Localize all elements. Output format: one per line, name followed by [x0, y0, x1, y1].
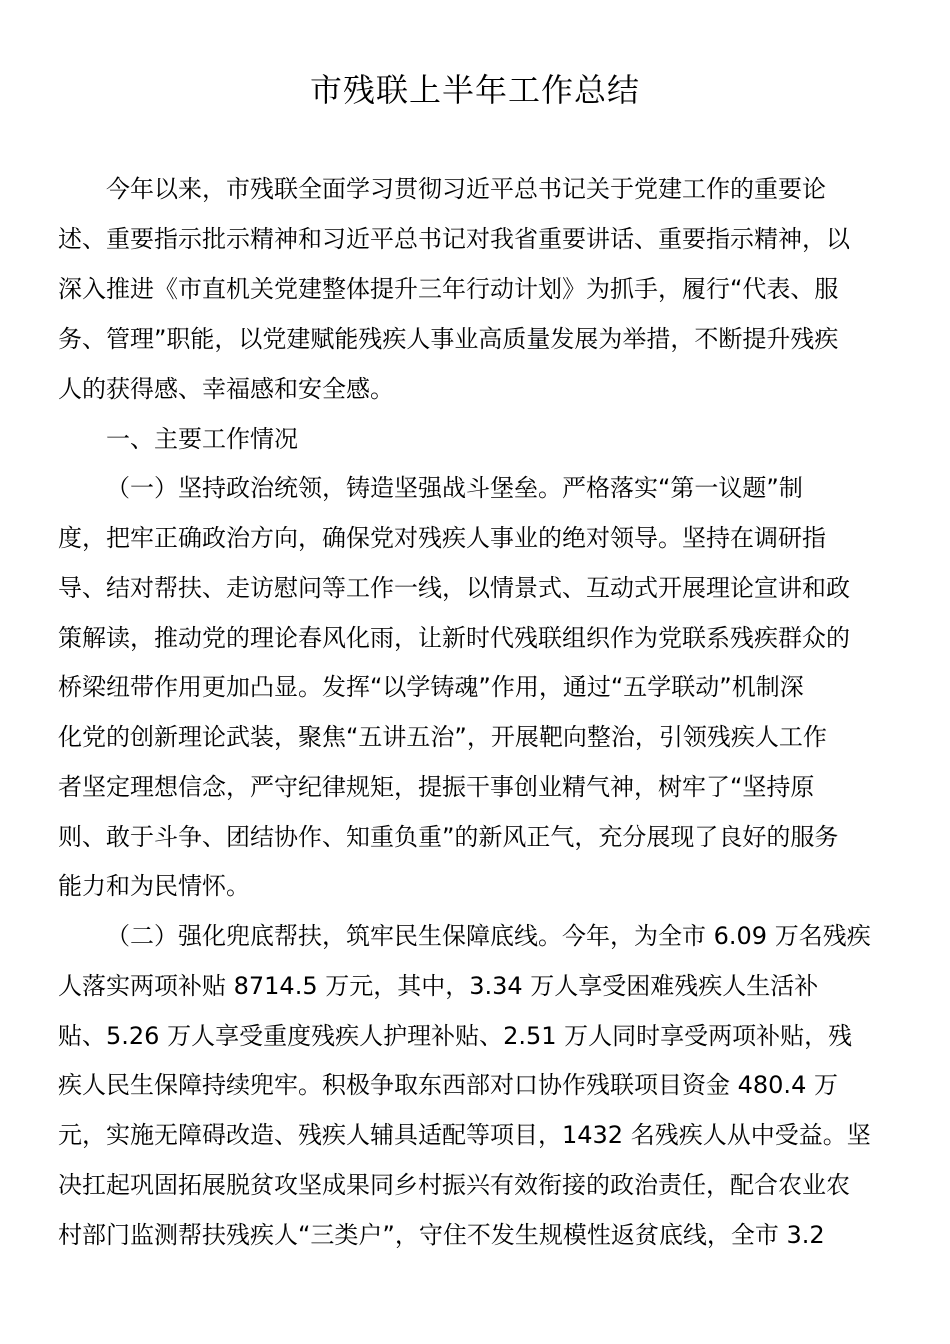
- paragraph-line: 村部门监测帮扶残疾人“三类户”，守住不发生规模性返贫底线，全市 3.2: [58, 1221, 825, 1249]
- paragraph-line: 化党的创新理论武装，聚焦“五讲五治”，开展靶向整治，引领残疾人工作: [58, 723, 827, 751]
- paragraph-line: 决扛起巩固拓展脱贫攻坚成果同乡村振兴有效衔接的政治责任，配合农业农: [58, 1171, 850, 1199]
- paragraph-line: 疾人民生保障持续兜牢。积极争取东西部对口协作残联项目资金 480.4 万: [58, 1071, 838, 1099]
- paragraph-line: 今年以来，市残联全面学习贯彻习近平总书记关于党建工作的重要论: [106, 175, 826, 203]
- paragraph-line: （二）强化兜底帮扶，筑牢民生保障底线。今年，为全市 6.09 万名残疾: [106, 922, 871, 950]
- paragraph-line: 务、管理”职能，以党建赋能残疾人事业高质量发展为举措，不断提升残疾: [58, 325, 839, 353]
- paragraph-line: 述、重要指示批示精神和习近平总书记对我省重要讲话、重要指示精神，以: [58, 225, 850, 253]
- paragraph-line: 人的获得感、幸福感和安全感。: [58, 375, 394, 403]
- paragraph-line: 则、敢于斗争、团结协作、知重负重”的新风正气，充分展现了良好的服务: [58, 823, 839, 851]
- paragraph-line: 度，把牢正确政治方向，确保党对残疾人事业的绝对领导。坚持在调研指: [58, 524, 826, 552]
- paragraph-line: 者坚定理想信念，严守纪律规矩，提振干事创业精气神，树牢了“坚持原: [58, 773, 815, 801]
- paragraph-line: 导、结对帮扶、走访慰问等工作一线，以情景式、互动式开展理论宣讲和政: [58, 574, 850, 602]
- paragraph-line: 桥梁纽带作用更加凸显。发挥“以学铸魂”作用，通过“五学联动”机制深: [58, 673, 804, 701]
- paragraph-line: 策解读，推动党的理论春风化雨，让新时代残联组织作为党联系残疾群众的: [58, 624, 850, 652]
- paragraph-line: （一）坚持政治统领，铸造坚强战斗堡垒。严格落实“第一议题”制: [106, 474, 803, 502]
- document-title: 市残联上半年工作总结: [309, 71, 640, 109]
- paragraph-line: 元，实施无障碍改造、残疾人辅具适配等项目，1432 名残疾人从中受益。坚: [58, 1121, 871, 1149]
- section-heading: 一、主要工作情况: [106, 425, 298, 453]
- paragraph-line: 贴、5.26 万人享受重度残疾人护理补贴、2.51 万人同时享受两项补贴，残: [58, 1022, 853, 1050]
- paragraph-line: 能力和为民情怀。: [58, 872, 250, 900]
- paragraph-line: 深入推进《市直机关党建整体提升三年行动计划》为抓手，履行“代表、服: [58, 275, 839, 303]
- paragraph-line: 人落实两项补贴 8714.5 万元，其中，3.34 万人享受困难残疾人生活补: [58, 972, 819, 1000]
